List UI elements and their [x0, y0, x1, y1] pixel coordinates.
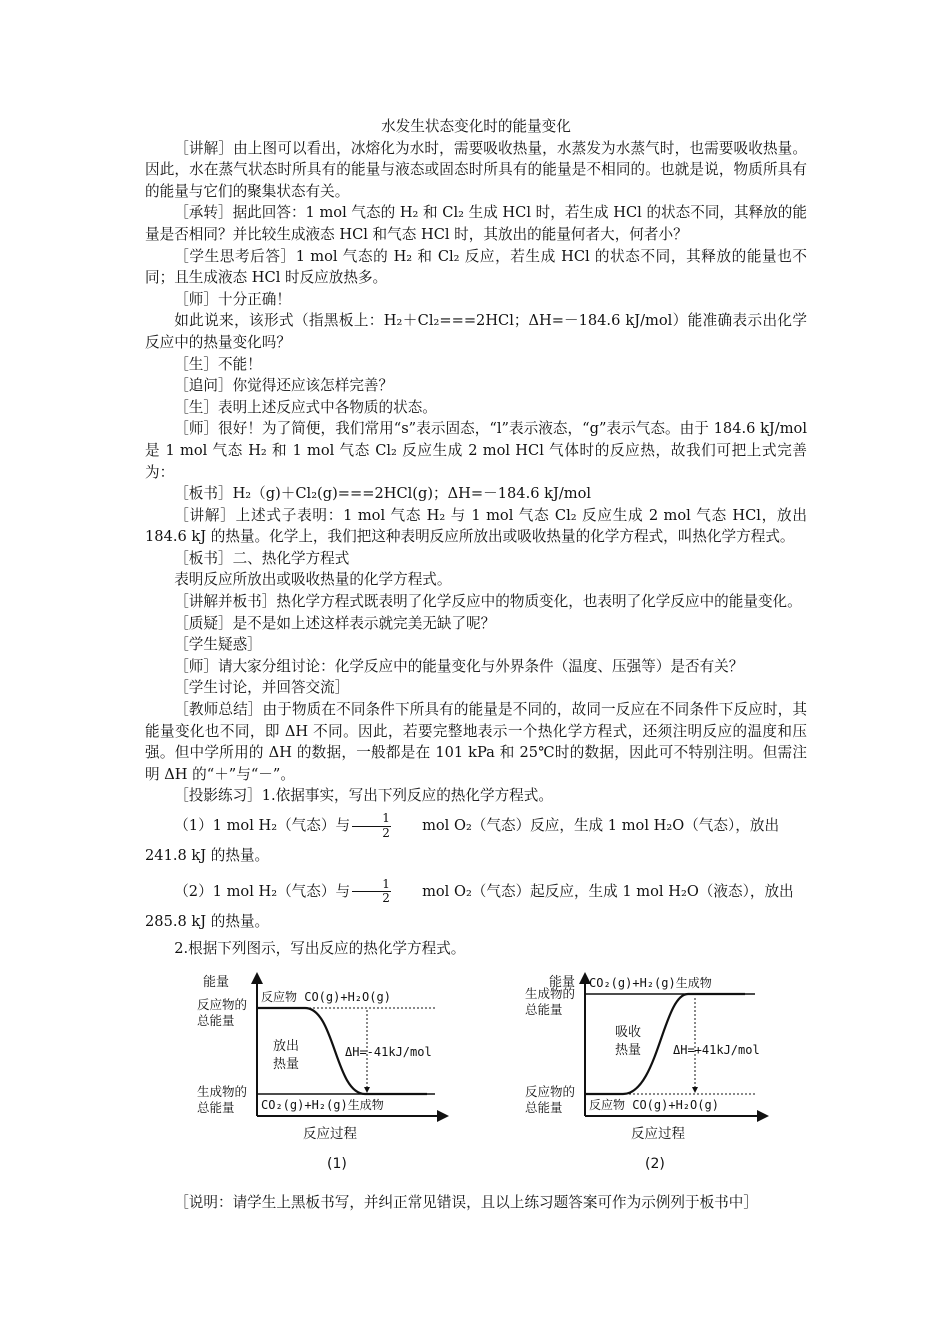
- paragraph: ［说明：请学生上黑板书写，并纠正常见错误，且以上练习题答案可作为示例列于板书中］: [174, 1193, 758, 1211]
- paragraph: ［师］很好！为了简便，我们常用“s”表示固态，“l”表示液态，“g”表示气态。由于 184.6 kJ/mol 是 1 mol 气态 H₂ 和 1 mol 气态 Cl₂ 反应生成 2 mol HCl 气体时的反应热，故我们可把上式完善为：: [145, 420, 808, 481]
- paragraph: ［生］不能！: [174, 355, 262, 373]
- paragraph: ［投影练习］1.依据事实，写出下列反应的热化学方程式。: [174, 787, 553, 805]
- paragraph: ［质疑］是不是如上述这样表示就完美无缺了呢？: [174, 614, 496, 632]
- exercise-2: [145, 873, 807, 911]
- paragraph: ［讲解并板书］热化学方程式既表明了化学反应中的物质变化，也表明了化学反应中的能量变化。: [174, 593, 802, 611]
- exercise-2-continued: 285.8 kJ 的热量。: [145, 912, 270, 930]
- exercise-1-continued: 241.8 kJ 的热量。: [145, 847, 270, 864]
- one-half-fraction: [352, 812, 391, 839]
- diagram-caption: (2): [645, 1155, 665, 1172]
- top-level-label: 生成物的总能量: [525, 985, 576, 1017]
- paragraph: ［教师总结］由于物质在不同条件下所具有的能量是不同的，故同一反应在不同条件下反应时，其能量变化也不同，即 ΔH 不同。因此，若要完整地表示一个热化学方程式，还须注明反应的温度和压强。但中学所用的 ΔH 的数据，一般都是在 101 kPa 和 25℃时的数据，因此可不特别注明。但需注明 ΔH 的“＋”与“－”。: [145, 701, 807, 783]
- paragraph: ［生］表明上述反应式中各物质的状态。: [174, 398, 437, 416]
- paragraph: ［讲解］由上图可以看出，冰熔化为水时，需要吸收热量，水蒸发为水蒸气时，也需要吸收热量。因此，水在蒸气状态时所具有的能量与液态或固态时所具有的能量是不相同的。也就是说，物质所具有的能量与它们的聚集状态有关。: [145, 139, 807, 200]
- energy-diagrams: [145, 966, 807, 1192]
- fraction-denominator: 2: [382, 891, 390, 906]
- exercise-1-text-b: mol O₂（气态）反应，生成 1 mol H₂O（气态），放出: [422, 817, 780, 835]
- top-level-label: 反应物的总能量: [197, 996, 248, 1028]
- bottom-level-label: 生成物的总能量: [197, 1083, 248, 1115]
- y-axis-label: 能量: [203, 974, 230, 990]
- paragraph: ［追问］你觉得还应该怎样完善？: [174, 377, 394, 395]
- paragraph: 表明反应所放出或吸收热量的化学方程式。: [174, 571, 452, 589]
- paragraph: ［板书］二、热化学方程式: [174, 549, 350, 567]
- exercise-1-text-a: （1）1 mol H₂（气态）与: [174, 817, 351, 835]
- page-title: 水发生状态变化时的能量变化: [381, 118, 571, 135]
- bottom-species-label: CO₂(g)+H₂(g)生成物: [261, 1097, 384, 1112]
- paragraph: ［讲解］上述式子表明：1 mol 气态 H₂ 与 1 mol 气态 Cl₂ 反应生成 2 mol 气态 HCl，放出 184.6 kJ 的热量。化学上，我们把这种表明反应所放出或吸收热量的化学方程式，叫热化学方程式。: [145, 506, 807, 546]
- paragraph: ［学生讨论，并回答交流］: [174, 679, 350, 697]
- paragraph: ［承转］据此回答：1 mol 气态的 H₂ 和 Cl₂ 生成 HCl 时，若生成 HCl 的状态不同，其释放的能量是否相同？并比较生成液态 HCl 和气态 HCl 时，其放出的能量何者大，何者小？: [145, 204, 807, 243]
- fraction-denominator: 2: [382, 825, 390, 840]
- paragraph: ［学生疑惑］: [174, 636, 262, 654]
- bottom-level-label: 反应物的总能量: [525, 1083, 576, 1115]
- paragraph: ［板书］H₂（g)＋Cl₂(g)===2HCl(g)；ΔH=－184.6 kJ/mol: [174, 485, 592, 503]
- fraction-numerator: 1: [352, 878, 391, 892]
- y-axis-label: 能量: [549, 974, 576, 990]
- fraction-numerator: 1: [352, 812, 391, 826]
- delta-h-label: ΔH=+41kJ/mol: [673, 1042, 760, 1057]
- exercise-1: [145, 807, 807, 845]
- paragraph: ［学生思考后答］1 mol 气态的 H₂ 和 Cl₂ 反应，若生成 HCl 的状态不同，其释放的能量也不同；且生成液态 HCl 时反应放热多。: [145, 247, 807, 287]
- paragraph: 2.根据下列图示，写出反应的热化学方程式。: [174, 940, 466, 958]
- exercise-2-text-b: mol O₂（气态）起反应，生成 1 mol H₂O（液态），放出: [422, 882, 794, 900]
- x-axis-label: 反应过程: [631, 1125, 685, 1142]
- paragraph: ［师］十分正确！: [174, 290, 291, 308]
- exercise-2-text-a: （2）1 mol H₂（气态）与: [174, 882, 351, 900]
- top-species-label: CO₂(g)+H₂(g)生成物: [589, 975, 712, 990]
- x-axis-label: 反应过程: [303, 1125, 357, 1142]
- paragraph: ［师］请大家分组讨论：化学反应中的能量变化与外界条件（温度、压强等）是否有关？: [174, 657, 744, 675]
- heat-absorbed-label: 吸收热量: [615, 1024, 642, 1058]
- diagram-caption: (1): [327, 1155, 347, 1172]
- document-page: [145, 116, 807, 1213]
- endothermic-energy-diagram: [523, 966, 783, 1188]
- delta-h-label: ΔH=-41kJ/mol: [345, 1044, 432, 1059]
- heat-released-label: 放出热量: [273, 1038, 300, 1072]
- paragraph: 如此说来，该形式（指黑板上：H₂＋Cl₂===2HCl；ΔH=－184.6 kJ/mol）能准确表示出化学反应中的热量变化吗？: [145, 312, 807, 351]
- exothermic-energy-diagram: [195, 966, 465, 1188]
- bottom-species-label: 反应物 CO(g)+H₂O(g): [589, 1097, 719, 1112]
- top-species-label: 反应物 CO(g)+H₂O(g): [261, 989, 391, 1004]
- one-half-fraction: [352, 878, 391, 905]
